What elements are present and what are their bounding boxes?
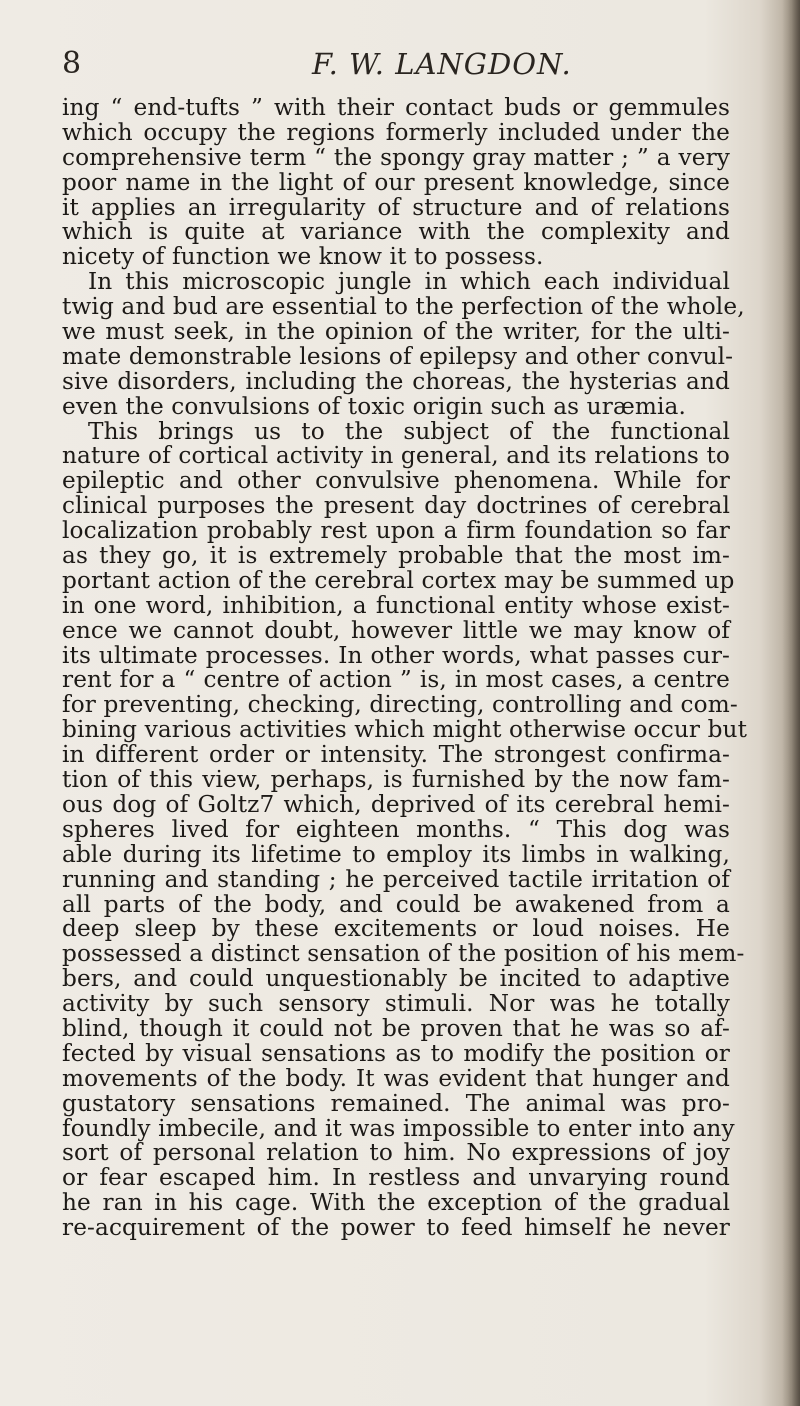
text-line: bining various activities which might otherwise occur but bbox=[62, 716, 748, 744]
text-line: twig and bud are essential to the perfection of the whole, bbox=[62, 293, 745, 321]
text-line: all parts of the body, and could be awakened from a bbox=[62, 890, 730, 918]
text-line: ence we cannot doubt, however little we may know of bbox=[62, 616, 730, 644]
text-line: foundly imbecile, and it was impossible to enter into any bbox=[62, 1114, 735, 1142]
text-line: as they go, it is extremely probable that the most im- bbox=[62, 542, 730, 570]
text-line: we must seek, in the opinion of the writer, for the ulti- bbox=[62, 318, 730, 346]
text-line: in different order or intensity. The strongest confirma- bbox=[62, 741, 730, 769]
text-line: poor name in the light of our present knowledge, since bbox=[62, 168, 730, 196]
text-line: movements of the body. It was evident that hunger and bbox=[62, 1064, 730, 1092]
text-line: possessed a distinct sensation of the position of his mem- bbox=[62, 940, 745, 968]
text-line: ous dog of Goltz7 which, deprived of its cerebral hemi- bbox=[62, 790, 730, 818]
running-head: F. W. LANGDON. bbox=[312, 47, 572, 81]
text-line: even the convulsions of toxic origin such as uræmia. bbox=[62, 392, 686, 420]
text-line: activity by such sensory stimuli. Nor was he totally bbox=[62, 990, 730, 1018]
text-line: tion of this view, perhaps, is furnished by the now fam- bbox=[62, 766, 730, 794]
text-line: which is quite at variance with the complexity and bbox=[62, 218, 730, 246]
text-line: blind, though it could not be proven that he was so af- bbox=[62, 1014, 730, 1042]
text-line: bers, and could unquestionably be incited to adaptive bbox=[62, 965, 730, 993]
text-line: sive disorders, including the choreas, the hysterias and bbox=[62, 367, 730, 395]
text-line: ing “ end-tufts ” with their contact buds or gemmules bbox=[62, 94, 730, 121]
text-line: clinical purposes the present day doctrines of cerebral bbox=[62, 492, 730, 520]
text-line: rent for a “ centre of action ” is, in most cases, a centre bbox=[62, 666, 730, 694]
text-line: deep sleep by these excitements or loud noises. He bbox=[62, 915, 730, 943]
text-line: he ran in his cage. With the exception of the gradual bbox=[62, 1189, 730, 1217]
page-number: 8 bbox=[62, 46, 82, 81]
text-line: epileptic and other convulsive phenomena. While for bbox=[62, 467, 730, 495]
text-line: In this microscopic jungle in which each individual bbox=[88, 268, 730, 296]
text-line: running and standing ; he perceived tactile irritation of bbox=[62, 865, 730, 893]
text-line: it applies an irregularity of structure and of relations bbox=[62, 193, 730, 221]
page-header bbox=[62, 46, 722, 86]
text-line: spheres lived for eighteen months. “ This dog was bbox=[62, 815, 730, 843]
text-line: portant action of the cerebral cortex may be summed up bbox=[62, 566, 735, 594]
text-line: nicety of function we know it to possess. bbox=[62, 243, 544, 271]
text-line: re-acquirement of the power to feed himself he never bbox=[62, 1214, 730, 1242]
text-line: comprehensive term “ the spongy gray matter ; ” a very bbox=[62, 143, 730, 171]
text-line: This brings us to the subject of the functional bbox=[88, 417, 730, 445]
text-line: in one word, inhibition, a functional entity whose exist- bbox=[62, 591, 730, 619]
text-line: its ultimate processes. In other words, what passes cur- bbox=[62, 641, 730, 669]
text-line: able during its lifetime to employ its limbs in walking, bbox=[62, 840, 730, 868]
text-line: nature of cortical activity in general, and its relations to bbox=[62, 442, 730, 470]
text-line: sort of personal relation to him. No expressions of joy bbox=[62, 1139, 730, 1167]
text-line: or fear escaped him. In restless and unvarying round bbox=[62, 1164, 730, 1192]
body-text bbox=[62, 94, 748, 1242]
text-line: for preventing, checking, directing, controlling and com- bbox=[62, 691, 738, 719]
text-line: gustatory sensations remained. The animal was pro- bbox=[62, 1089, 730, 1117]
text-line: which occupy the regions formerly included under the bbox=[62, 118, 730, 146]
text-line: fected by visual sensations as to modify the position or bbox=[62, 1039, 730, 1067]
text-line: mate demonstrable lesions of epilepsy and other convul- bbox=[62, 342, 734, 370]
page-edge-shadow bbox=[782, 0, 800, 1406]
text-line: localization probably rest upon a firm foundation so far bbox=[62, 517, 730, 545]
